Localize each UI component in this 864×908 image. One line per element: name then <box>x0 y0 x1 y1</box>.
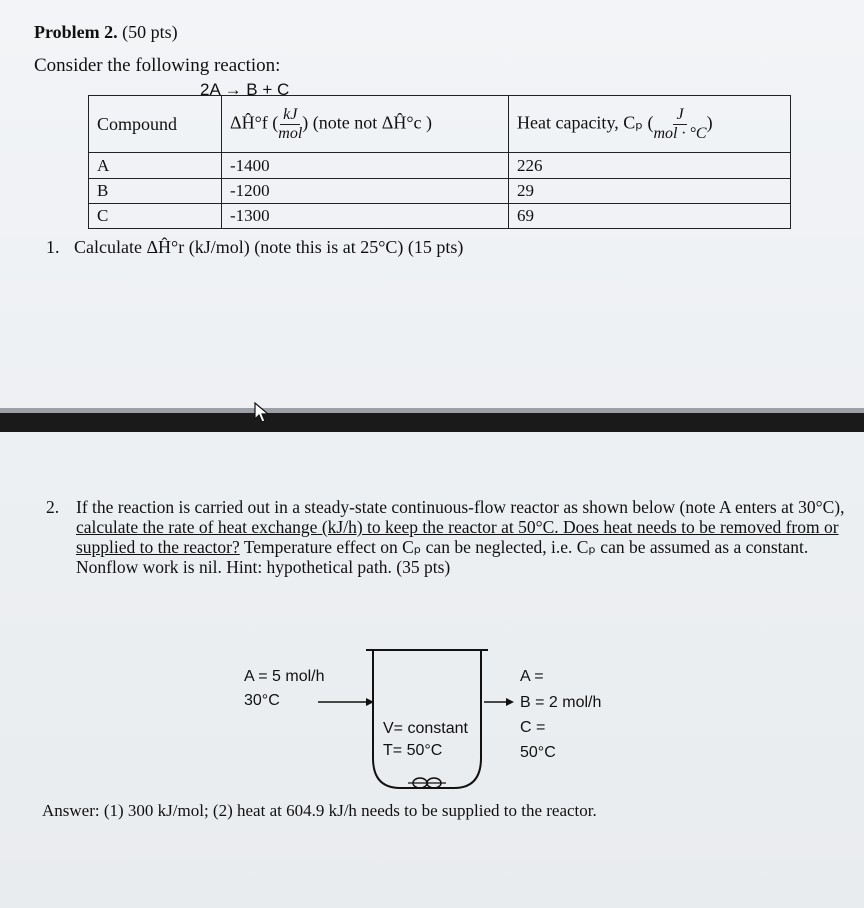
outlet-temp-label: 50°C <box>520 744 556 761</box>
divider-highlight <box>0 408 864 413</box>
cell-compound: B <box>89 178 222 203</box>
cell-compound: C <box>89 203 222 228</box>
question-1-text: Calculate ΔĤ°r (kJ/mol) (note this is at 25°C) (15 pts) <box>74 237 464 257</box>
question-2-body <box>76 497 846 577</box>
enthalpy-unit-fraction <box>278 106 302 143</box>
header-heat-capacity <box>509 96 791 153</box>
enthalpy-unit-num: kJ <box>280 106 300 125</box>
cp-unit-num: J <box>673 106 686 125</box>
header-enthalpy <box>222 96 509 153</box>
screen-divider-bar <box>0 413 864 432</box>
problem-title: Problem 2. <box>34 22 118 42</box>
cell-dhf: -1200 <box>222 178 509 203</box>
question-2-underlined: calculate the rate of heat exchange (kJ/h) to keep the reactor at 50°C. Does heat needs to be removed from or supplied to the reactor? <box>76 517 839 557</box>
cell-dhf: -1300 <box>222 203 509 228</box>
cp-unit-fraction <box>653 106 706 143</box>
outlet-c-label: C = <box>520 719 546 736</box>
reactor-diagram <box>240 640 660 810</box>
problem-heading <box>34 22 178 43</box>
question-2-text-b: Temperature effect on Cₚ can be neglected, i.e. Cₚ can be assumed as a constant. Nonflow work is nil. Hint: hypothetical path. (35 pts) <box>76 537 809 577</box>
table-row <box>89 178 791 203</box>
question-1 <box>46 237 463 258</box>
mouse-pointer-icon <box>254 402 272 424</box>
enthalpy-unit-den: mol <box>278 124 303 142</box>
question-2-number: 2. <box>46 497 60 517</box>
table-row <box>89 153 791 178</box>
cell-dhf: -1400 <box>222 153 509 178</box>
header-cp-suffix: ) <box>706 112 713 133</box>
cell-cp: 69 <box>509 203 791 228</box>
reaction-equation: 2A → B + C <box>200 80 290 99</box>
inlet-temp-label: 30°C <box>244 692 280 709</box>
reactor-vessel <box>373 650 481 788</box>
problem-points: (50 pts) <box>122 22 178 42</box>
answer-line: Answer: (1) 300 kJ/mol; (2) heat at 604.9 kJ/h needs to be supplied to the reactor. <box>42 801 597 820</box>
header-enthalpy-prefix: ΔĤ°f ( <box>230 112 279 133</box>
cell-cp: 226 <box>509 153 791 178</box>
inlet-flow-label: A = 5 mol/h <box>244 668 325 685</box>
problem-intro: Consider the following reaction: <box>34 55 281 76</box>
cell-cp: 29 <box>509 178 791 203</box>
question-1-number: 1. <box>46 237 60 257</box>
outlet-a-label: A = <box>520 668 544 685</box>
cp-unit-den: mol · °C <box>653 124 707 142</box>
table-row <box>89 203 791 228</box>
header-enthalpy-suffix: ) (note not ΔĤ°c ) <box>302 112 433 133</box>
outlet-arrow-head <box>506 698 514 706</box>
reactor-volume-label: V= constant <box>383 720 468 737</box>
header-compound: Compound <box>89 96 222 153</box>
properties-table <box>88 95 791 229</box>
header-cp-prefix: Heat capacity, Cₚ ( <box>517 112 654 133</box>
outlet-b-label: B = 2 mol/h <box>520 694 602 711</box>
reactor-temp-label: T= 50°C <box>383 742 443 759</box>
question-2 <box>46 497 846 577</box>
question-2-text-a: If the reaction is carried out in a steady-state continuous-flow reactor as shown below (note A enters at 30°C), <box>76 497 845 517</box>
cell-compound: A <box>89 153 222 178</box>
table-header-row <box>89 96 791 153</box>
